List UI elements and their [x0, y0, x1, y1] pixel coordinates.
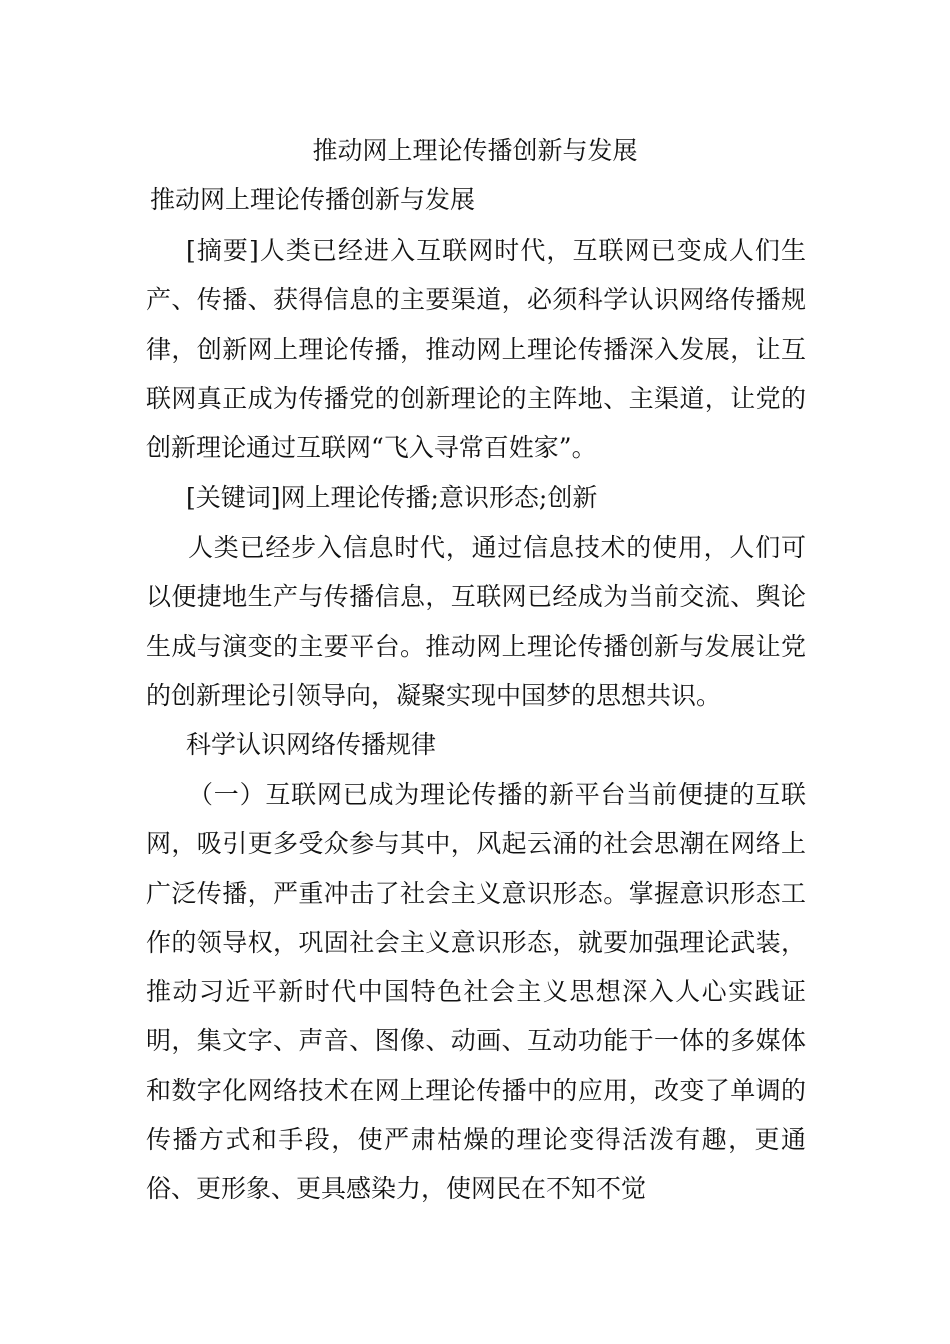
- keywords-paragraph: [关键词]网上理论传播;意识形态;创新: [186, 483, 598, 512]
- document-subtitle: 推动网上理论传播创新与发展: [150, 185, 476, 214]
- abstract-paragraph: [摘要]人类已经进入互联网时代，互联网已变成人们生产、传播、获得信息的主要渠道，必须科学认识网络传播规律，创新网上理论传播，推动网上理论传播深入发展，让互联网真正成为传播党的创新理论的主阵地、主渠道，让党的创新理论通过互联网“飞入寻常百姓家”。: [146, 236, 806, 463]
- intro-paragraph: 人类已经步入信息时代，通过信息技术的使用，人们可以便捷地生产与传播信息，互联网已经成为当前交流、舆论生成与演变的主要平台。推动网上理论传播创新与发展让党的创新理论引领导向，凝聚实现中国梦的思想共识。: [146, 533, 806, 710]
- section-1-paragraph: （一）互联网已成为理论传播的新平台当前便捷的互联网，吸引更多受众参与其中，风起云涌的社会思潮在网络上广泛传播，严重冲击了社会主义意识形态。掌握意识形态工作的领导权，巩固社会主义意识形态，就要加强理论武装，推动习近平新时代中国特色社会主义思想深入人心实践证明，集文字、声音、图像、动画、互动功能于一体的多媒体和数字化网络技术在网上理论传播中的应用，改变了单调的传播方式和手段，使严肃枯燥的理论变得活泼有趣，更通俗、更形象、更具感染力，使网民在不知不觉: [146, 780, 806, 1204]
- document-title: 推动网上理论传播创新与发展: [312, 136, 638, 165]
- section-heading: 科学认识网络传播规律: [186, 730, 437, 759]
